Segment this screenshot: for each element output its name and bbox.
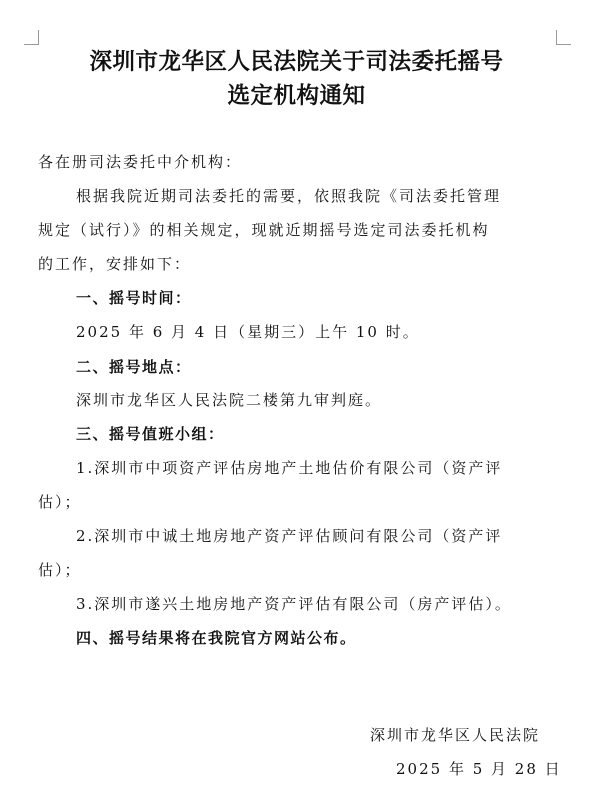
signature-date: 2025 年 5 月 28 日	[396, 760, 562, 778]
salutation: 各在册司法委托中介机构：	[38, 153, 243, 171]
intro-line-2: 规定（试行）》的相关规定，现就近期摇号选定司法委托机构	[38, 221, 490, 239]
duty-member-3: 3.深圳市遂兴土地房地产资产评估有限公司（房产评估）。	[76, 595, 512, 613]
section-2-heading: 二、摇号地点：	[76, 358, 192, 376]
notice-title-line-1: 深圳市龙华区人民法院关于司法委托摇号	[89, 49, 504, 75]
notice-title-line-2: 选定机构通知	[227, 83, 366, 109]
duty-member-2-line-1: 2.深圳市中诚土地房地产资产评估顾问有限公司（资产评	[76, 527, 503, 545]
section-1-heading: 一、摇号时间：	[76, 289, 192, 307]
section-4-heading: 四、摇号结果将在我院官方网站公布。	[76, 629, 357, 647]
page-corner-mark-left	[24, 30, 39, 45]
intro-line-3: 的工作，安排如下：	[38, 255, 192, 273]
intro-line-1: 根据我院近期司法委托的需要，依照我院《司法委托管理	[76, 187, 502, 205]
duty-member-1-line-2: 估）；	[38, 493, 82, 511]
section-2-body: 深圳市龙华区人民法院二楼第九审判庭。	[76, 391, 383, 409]
section-1-body: 2025 年 6 月 4 日（星期三）上午 10 时。	[76, 323, 420, 341]
page-corner-mark-right	[556, 30, 571, 45]
signature-org: 深圳市龙华区人民法院	[370, 726, 541, 744]
duty-member-1-line-1: 1.深圳市中项资产评估房地产土地估价有限公司（资产评	[76, 459, 503, 477]
duty-member-2-line-2: 估）；	[38, 561, 82, 579]
section-3-heading: 三、摇号值班小组：	[76, 425, 225, 443]
